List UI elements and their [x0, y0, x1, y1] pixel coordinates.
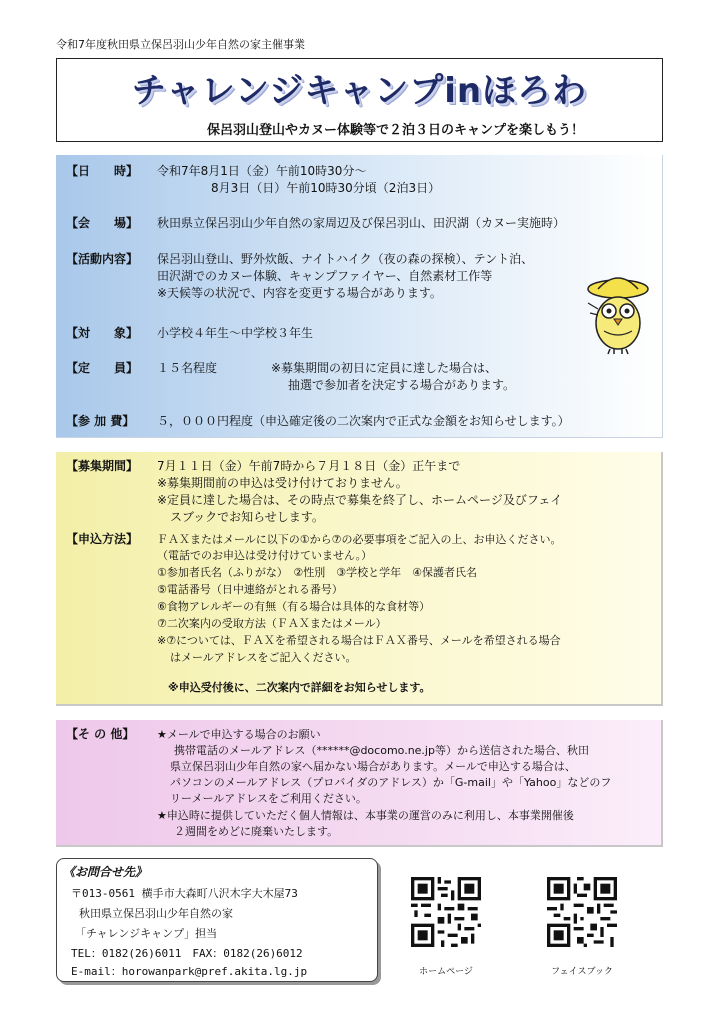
method-line: ①参加者氏名（ふりがな） ②性別 ③学校と学年 ④保護者氏名 — [157, 566, 477, 579]
contact-box — [56, 858, 378, 982]
capacity-value: １５名程度 — [157, 361, 218, 375]
qr-code-icon[interactable] — [547, 877, 617, 947]
title-box — [56, 58, 663, 142]
contact-heading: 《お問合せ先》 — [63, 865, 148, 879]
other-line: ２週間をめどに廃棄いたします。 — [174, 825, 339, 838]
homepage-qr-caption: ホームページ — [419, 967, 473, 977]
period-line1: 7月１１日（金）午前7時から７月１８日（金）正午まで — [157, 459, 461, 473]
organizer-line: 令和7年度秋田県立保呂羽山少年自然の家主催事業 — [56, 38, 305, 51]
activity-label: 【活動内容】 — [66, 252, 139, 266]
facebook-qr-caption: フェイスブック — [551, 967, 613, 977]
other-label: 【そ の 他】 — [66, 727, 135, 741]
contact-facility: 秋田県立保呂羽山少年自然の家 — [79, 907, 233, 920]
page-title: チャレンジキャンプinほろわ — [131, 71, 588, 111]
activity-line1: 保呂羽山登山、野外炊飯、ナイトハイク（夜の森の探検）、テント泊、 — [157, 252, 534, 266]
contact-phone: TEL：0182(26)6011 FAX：0182(26)6012 — [71, 947, 303, 960]
page-subtitle: 保呂羽山登山やカヌー体験等で２泊３日のキャンプを楽しもう！ — [207, 123, 585, 138]
contact-email[interactable]: E-mail：horowanpark@pref.akita.lg.jp — [71, 965, 308, 978]
period-line3: ※定員に達した場合は、その時点で募集を終了し、ホームページ及びフェイ — [157, 493, 563, 507]
other-line: ★申込時に提供していただく個人情報は、本事業の運営のみに利用し、本事業開催後 — [157, 809, 574, 822]
capacity-note2: 抽選で参加者を決定する場合があります。 — [288, 378, 516, 392]
method-line: ＦＡＸまたはメールに以下の①から⑦の必要事項をご記入の上、お申込ください。 — [157, 533, 562, 546]
datetime-line1: 令和7年8月1日（金）午前10時30分～ — [157, 164, 367, 178]
datetime-line2: 8月3日（日）午前10時30分頃（2泊3日） — [211, 181, 441, 195]
overview-panel — [56, 155, 663, 438]
method-line: ⑦二次案内の受取方法（ＦＡＸまたはメール） — [157, 617, 387, 630]
application-panel — [56, 452, 663, 706]
fee-label: 【参 加 費】 — [66, 414, 135, 428]
fee-value: ５，０００円程度（申込確定後の二次案内で正式な金額をお知らせします。） — [157, 414, 570, 428]
venue-label: 【会 場】 — [66, 216, 139, 230]
other-line: リーメールアドレスをご利用ください。 — [170, 792, 367, 805]
period-line2: ※募集期間前の申込は受け付けておりません。 — [157, 476, 408, 490]
method-line: はメールアドレスをご記入ください。 — [170, 651, 357, 664]
other-line: 県立保呂羽山少年自然の家へ届かない場合があります。メールで申込する場合は、 — [170, 760, 576, 773]
activity-line2: 田沢湖でのカヌー体験、キャンプファイヤー、自然素材工作等 — [157, 269, 493, 283]
target-label: 【対 象】 — [66, 326, 139, 340]
closing-note: ※申込受付後に、二次案内で詳細をお知らせします。 — [168, 681, 431, 694]
venue-value: 秋田県立保呂羽山少年自然の家周辺及び保呂羽山、田沢湖（カヌー実施時） — [157, 216, 566, 230]
other-line: ★メールで申込する場合のお願い — [157, 728, 321, 741]
other-line: 携帯電話のメールアドレス（******@docomo.ne.jp等）から送信された場合、秋田 — [174, 744, 589, 757]
method-label: 【申込方法】 — [66, 532, 139, 546]
qr-code-icon[interactable] — [411, 877, 481, 947]
target-value: 小学校４年生～中学校３年生 — [157, 326, 314, 340]
method-line: ⑥食物アレルギーの有無（有る場合は具体的な食材等） — [157, 600, 431, 613]
method-line: ⑤電話番号（日中連絡がとれる番号） — [157, 583, 343, 596]
other-panel — [56, 720, 663, 847]
activity-line3: ※天候等の状況で、内容を変更する場合があります。 — [157, 286, 442, 300]
capacity-note1: ※募集期間の初日に定員に達した場合は、 — [271, 361, 498, 375]
period-label: 【募集期間】 — [66, 459, 139, 473]
contact-person: 「チャレンジキャンプ」担当 — [75, 927, 218, 940]
owl-mascot-icon — [584, 273, 652, 355]
method-line: （電話でのお申込は受け付けていません。） — [157, 549, 373, 562]
method-line: ※⑦については、ＦＡＸを希望される場合はＦＡＸ番号、メールを希望される場合 — [157, 634, 561, 647]
period-line4: スブックでお知らせします。 — [170, 510, 324, 524]
other-line: パソコンのメールアドレス（プロバイダのアドレス）か「G-mail」や「Yahoo」などのフ — [170, 776, 612, 789]
capacity-label: 【定 員】 — [66, 361, 139, 375]
datetime-label: 【日 時】 — [66, 164, 139, 178]
contact-address: 〒013-0561 横手市大森町八沢木字大木屋73 — [71, 887, 298, 900]
